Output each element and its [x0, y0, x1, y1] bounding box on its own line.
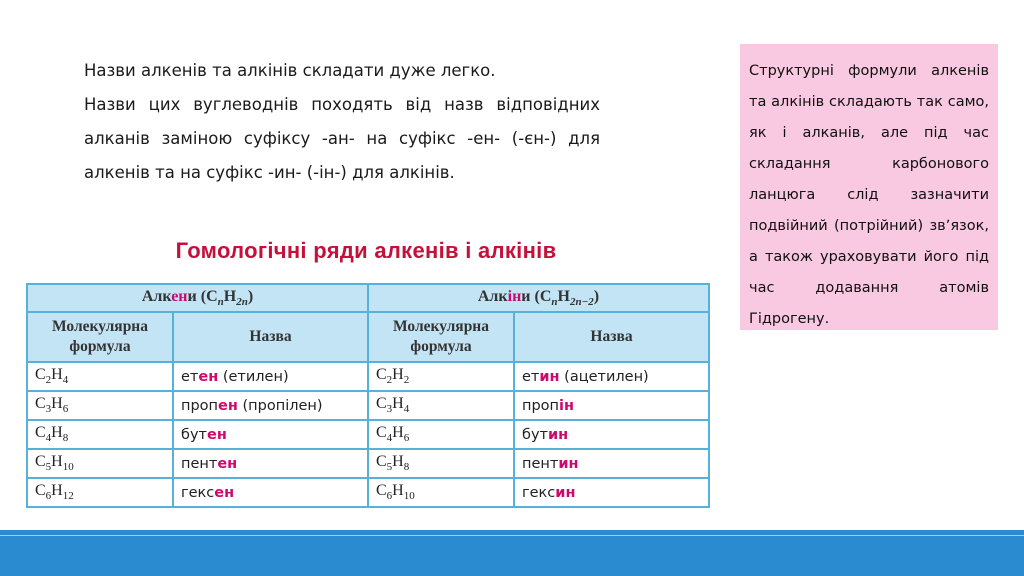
- alkene-formula: $C_6H_{12}$: [27, 478, 173, 507]
- table-title: Гомологічні ряди алкенів і алкінів: [175, 238, 557, 263]
- alkyne-formula: $C_4H_6$: [368, 420, 514, 449]
- alkyne-formula: $C_5H_8$: [368, 449, 514, 478]
- alkyne-name: пентин: [514, 449, 709, 478]
- alkenes-general-formula: $(C_nH_{2n})$: [200, 287, 254, 309]
- alkene-name: гексен: [173, 478, 368, 507]
- alkene-name: пропен (пропілен): [173, 391, 368, 420]
- alkyne-formula: $C_3H_4$: [368, 391, 514, 420]
- alkynes-group-header: Алкіни $(C_nH_{2n-2})$: [368, 284, 709, 312]
- column-header-formula: Молекулярна формула: [368, 312, 514, 362]
- side-note: Структурні формули алкенів та алкінів складають так само, як і алканів, але під час складання карбонового ланцюга слід зазначити подвійний (потрійний) звʼязок, а також ураховувати його під час додавання атомів Гідрогену.: [740, 44, 998, 330]
- column-header-name: Назва: [173, 312, 368, 362]
- table-row: [27, 362, 709, 391]
- alkene-formula: $C_3H_6$: [27, 391, 173, 420]
- alkyne-formula: $C_2H_2$: [368, 362, 514, 391]
- homologous-series-table: [26, 283, 710, 508]
- alkyne-name: бутин: [514, 420, 709, 449]
- alkyne-name: етин (ацетилен): [514, 362, 709, 391]
- alkynes-general-formula: $(C_nH_{2n-2})$: [534, 287, 600, 309]
- alkyne-name: гексин: [514, 478, 709, 507]
- table-row: [27, 478, 709, 507]
- table-row: [27, 391, 709, 420]
- intro-text: [84, 54, 600, 190]
- column-header-formula: Молекулярна формула: [27, 312, 173, 362]
- alkene-name: етен (етилен): [173, 362, 368, 391]
- alkyne-formula: $C_6H_{10}$: [368, 478, 514, 507]
- intro-paragraph: Назви цих вуглеводнів походять від назв відповідних алканів заміною суфіксу -ан- на суфікс -ен- (-єн-) для алкенів та на суфікс -ин- (-ін-) для алкінів.: [84, 95, 600, 182]
- footer-bar: [0, 530, 1024, 576]
- alkene-formula: $C_2H_4$: [27, 362, 173, 391]
- alkenes-group-header: Алкени $(C_nH_{2n})$: [27, 284, 368, 312]
- alkene-formula: $C_4H_8$: [27, 420, 173, 449]
- intro-line: Назви алкенів та алкінів складати дуже легко.: [84, 61, 496, 80]
- table-row: [27, 449, 709, 478]
- alkene-name: пентен: [173, 449, 368, 478]
- alkyne-name: пропін: [514, 391, 709, 420]
- column-header-name: Назва: [514, 312, 709, 362]
- footer-stripe: [0, 535, 1024, 536]
- alkene-name: бутен: [173, 420, 368, 449]
- alkene-formula: $C_5H_{10}$: [27, 449, 173, 478]
- table-row: [27, 420, 709, 449]
